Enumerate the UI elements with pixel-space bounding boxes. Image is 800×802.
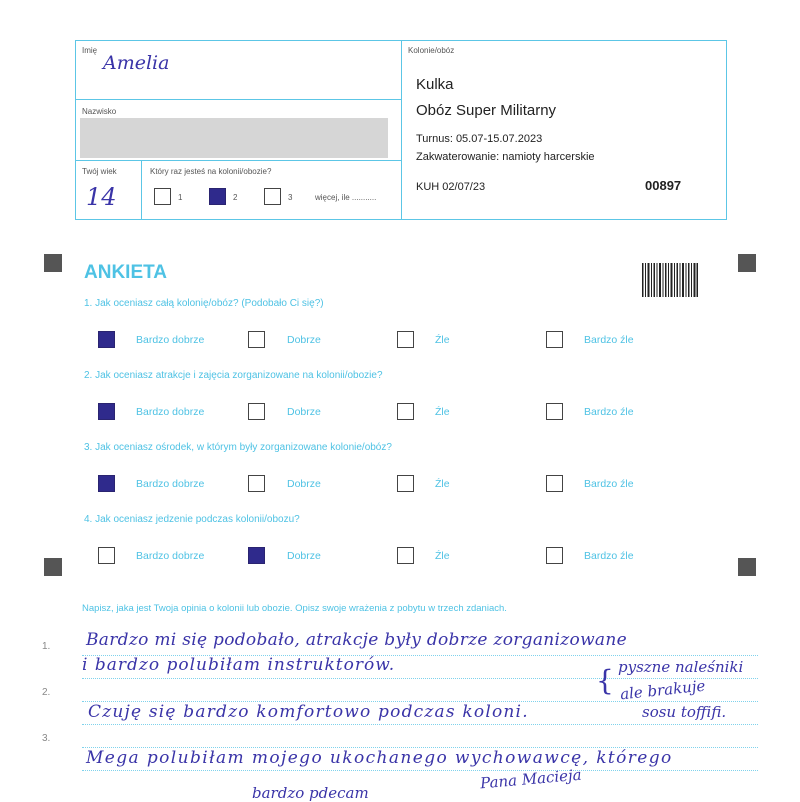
line-number-2: 2. [42, 687, 51, 698]
q1-option-bardzo-dobrze: Bardzo dobrze [136, 334, 205, 346]
q3-option-bardzo-zle: Bardzo źle [584, 478, 634, 490]
wiek-label: Twój wiek [82, 167, 117, 176]
alignment-marker-bottom-left [44, 558, 62, 576]
camp-type: Obóz Super Militarny [416, 102, 557, 119]
handwriting-line-5: bardzo pdecam [252, 784, 369, 802]
handwriting-line-1: Bardzo mi się podobało, atrakcje były dobrze zorganizowane [86, 630, 627, 650]
turnus: Turnus: 05.07-15.07.2023 [416, 133, 543, 145]
q1-option-dobrze: Dobrze [287, 334, 321, 346]
q4-option-bardzo-dobrze: Bardzo dobrze [136, 550, 205, 562]
q1-checkbox-dobrze[interactable] [248, 331, 265, 348]
q1-checkbox-zle[interactable] [397, 331, 414, 348]
q1-checkbox-bardzo-zle[interactable] [546, 331, 563, 348]
ktory-raz-checkbox-3[interactable] [264, 188, 281, 205]
q4-option-zle: Źle [435, 550, 450, 562]
ktory-raz-wiecej: więcej, ile ........... [315, 193, 377, 202]
q1-option-bardzo-zle: Bardzo źle [584, 334, 634, 346]
imie-value[interactable]: Amelia [103, 52, 170, 74]
form-code: KUH 02/07/23 [416, 181, 486, 193]
ktory-raz-option-1: 1 [178, 193, 183, 202]
ktory-raz-option-3: 3 [288, 193, 293, 202]
answer-line [82, 724, 758, 725]
q1-checkbox-bardzo-dobrze[interactable] [98, 331, 115, 348]
handwriting-line-4: Mega polubiłam mojego ukochanego wychowawcę, którego [86, 748, 673, 768]
q2-checkbox-bardzo-dobrze[interactable] [98, 403, 115, 420]
q3-checkbox-zle[interactable] [397, 475, 414, 492]
q2-option-bardzo-zle: Bardzo źle [584, 406, 634, 418]
q3-option-zle: Źle [435, 478, 450, 490]
question-1: 1. Jak oceniasz całą kolonię/obóz? (Podobało Ci się?) [84, 298, 324, 309]
q3-option-dobrze: Dobrze [287, 478, 321, 490]
handwriting-note-2: ale brakuje [619, 676, 707, 704]
question-3: 3. Jak oceniasz ośrodek, w którym były zorganizowane kolonie/obóz? [84, 442, 392, 453]
opinion-prompt: Napisz, jaka jest Twoja opinia o kolonii lub obozie. Opisz swoje wrażenia z pobytu w trzech zdaniach. [82, 603, 507, 614]
ktory-raz-checkbox-2[interactable] [209, 188, 226, 205]
q2-option-dobrze: Dobrze [287, 406, 321, 418]
answer-line [82, 770, 758, 771]
nazwisko-label: Nazwisko [82, 107, 117, 116]
question-4: 4. Jak oceniasz jedzenie podczas kolonii/obozu? [84, 514, 300, 525]
q2-checkbox-bardzo-zle[interactable] [546, 403, 563, 420]
line-number-3: 3. [42, 733, 51, 744]
alignment-marker-top-right [738, 254, 756, 272]
handwriting-line-3: Czuję się bardzo komfortowo podczas koloni. [88, 702, 529, 722]
survey-title: ANKIETA [84, 262, 168, 283]
q2-checkbox-zle[interactable] [397, 403, 414, 420]
handwriting-line-2: i bardzo polubiłam instruktorów. [82, 655, 396, 675]
alignment-marker-top-left [44, 254, 62, 272]
ktory-raz-option-2: 2 [233, 193, 238, 202]
brace-mark: { [596, 664, 614, 697]
imie-label: Imię [82, 46, 98, 55]
q4-checkbox-dobrze[interactable] [248, 547, 265, 564]
kolonie-label: Kolonie/obóz [408, 46, 455, 55]
line-number-1: 1. [42, 641, 51, 652]
handwriting-note-3: sosu toffifi. [642, 703, 727, 721]
ktory-raz-checkbox-1[interactable] [154, 188, 171, 205]
q4-option-dobrze: Dobrze [287, 550, 321, 562]
nazwisko-redacted [80, 118, 388, 158]
camp-name: Kulka [416, 76, 454, 93]
q3-checkbox-dobrze[interactable] [248, 475, 265, 492]
q4-option-bardzo-zle: Bardzo źle [584, 550, 634, 562]
q3-checkbox-bardzo-dobrze[interactable] [98, 475, 115, 492]
wiek-value[interactable]: 14 [86, 183, 117, 211]
handwriting-note-1: pyszne naleśniki [618, 658, 744, 676]
ktory-raz-label: Który raz jesteś na kolonii/obozie? [150, 167, 272, 176]
answer-line [82, 678, 758, 679]
q2-checkbox-dobrze[interactable] [248, 403, 265, 420]
q4-checkbox-bardzo-dobrze[interactable] [98, 547, 115, 564]
q3-checkbox-bardzo-zle[interactable] [546, 475, 563, 492]
zakwaterowanie: Zakwaterowanie: namioty harcerskie [416, 151, 595, 163]
q1-option-zle: Źle [435, 334, 450, 346]
q4-checkbox-zle[interactable] [397, 547, 414, 564]
form-number: 00897 [645, 178, 682, 193]
question-2: 2. Jak oceniasz atrakcje i zajęcia zorganizowane na kolonii/obozie? [84, 370, 383, 381]
q3-option-bardzo-dobrze: Bardzo dobrze [136, 478, 205, 490]
q2-option-bardzo-dobrze: Bardzo dobrze [136, 406, 205, 418]
q4-checkbox-bardzo-zle[interactable] [546, 547, 563, 564]
alignment-marker-bottom-right [738, 558, 756, 576]
barcode-icon [642, 263, 698, 297]
q2-option-zle: Źle [435, 406, 450, 418]
handwriting-note-4: Pana Macieja [479, 765, 583, 793]
